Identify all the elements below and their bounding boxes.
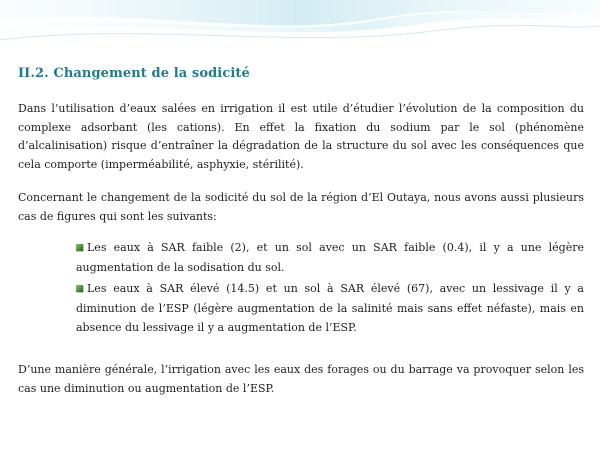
green-square-bullet-icon	[76, 285, 83, 292]
green-square-bullet-icon	[76, 244, 83, 251]
paragraph-cases: Concernant le changement de la sodicité du sol de la région d’El Outaya, nous avons aussi plusieurs cas de figures qui sont les suivants:	[18, 191, 584, 223]
section-heading: II.2. Changement de la sodicité	[18, 66, 250, 81]
bullet-item-low-sar	[76, 238, 584, 277]
paragraph-conclusion: D’une manière générale, l’irrigation avec les eaux des forages ou du barrage va provoquer selon les cas une diminution ou augmentation de l’ESP.	[18, 363, 584, 395]
paragraph-intro: Dans l’utilisation d’eaux salées en irrigation il est utile d’étudier l’évolution de la composition du complexe adsorbant (les cations). En effet la fixation du sodium par le sol (phénomène d’alcalinisation) risque d’entraîner la dégradation de la structure du sol avec les conséquences que cela comporte (imperméabilité, asphyxie, stérilité).	[18, 102, 584, 171]
bullet-text: Les eaux à SAR faible (2), et un sol avec un SAR faible (0.4), il y a une légère augmentation de la sodisation du sol.	[76, 241, 584, 274]
bullet-item-high-sar	[76, 279, 584, 338]
bullet-text: Les eaux à SAR élevé (14.5) et un sol à SAR élevé (67), avec un lessivage il y a diminution de l’ESP (légère augmentation de la salinité mais sans effet néfaste), mais en absence du lessivage il y a augmentation de l’ESP.	[76, 282, 584, 334]
